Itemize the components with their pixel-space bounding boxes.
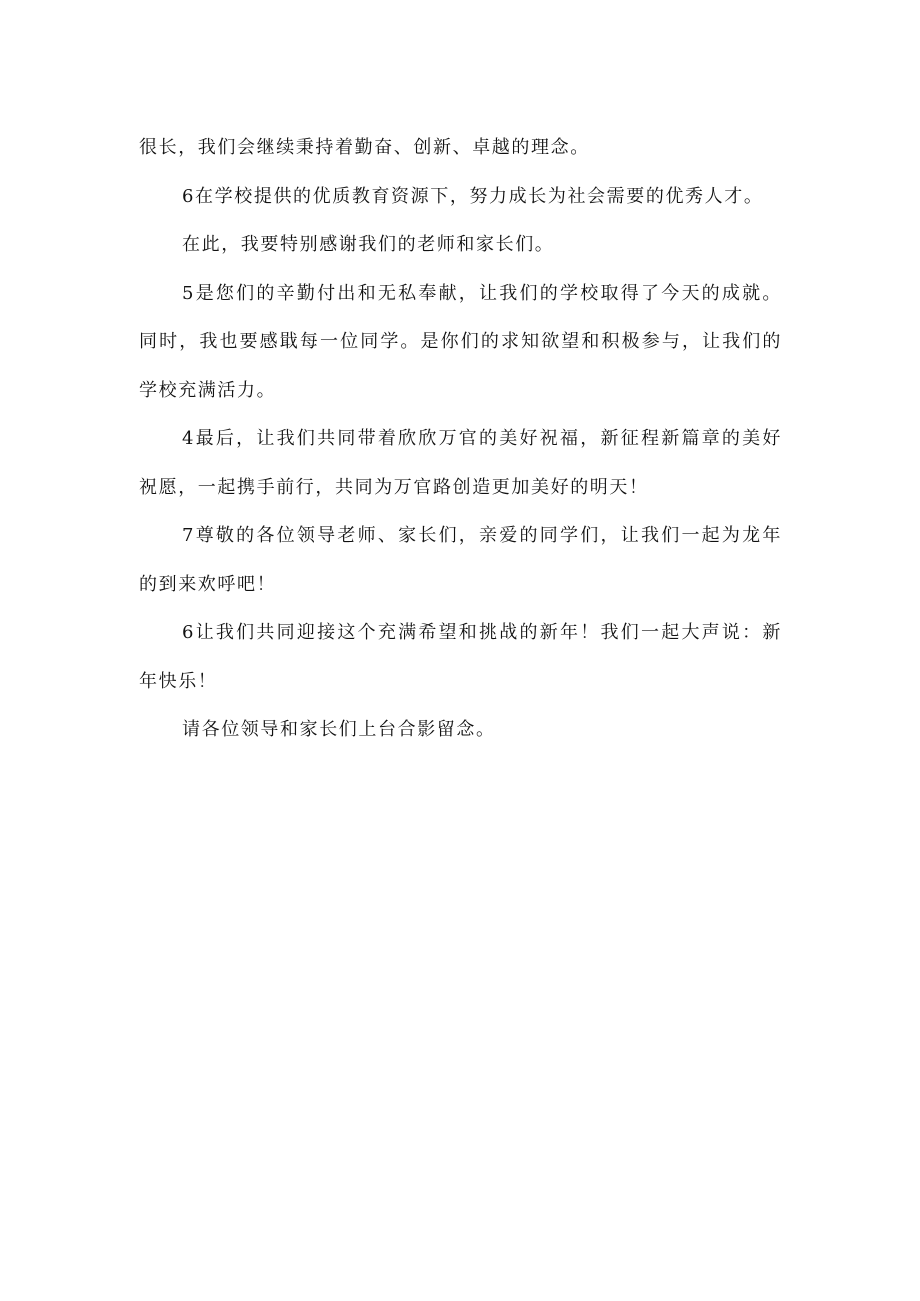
paragraph-7: 6让我们共同迎接这个充满希望和挑战的新年！我们一起大声说：新年快乐！ [139, 622, 782, 692]
paragraph-3: 在此，我要特别感谢我们的老师和家长们。 [182, 234, 555, 255]
paragraph-4: 5是您们的辛勤付出和无私奉献，让我们的学校取得了今天的成就。同时，我也要感戢每一位同学。是你们的求知欲望和积极参与，让我们的学校充满活力。 [139, 282, 782, 401]
paragraph-1: 很长，我们会继续秉持着勤奋、创新、卓越的理念。 [139, 137, 590, 158]
paragraph-5: 4最后，让我们共同带着欣欣万官的美好祝福，新征程新篇章的美好祝愿，一起携手前行，共同为万官路创造更加美好的明天！ [139, 428, 782, 498]
document-body [139, 124, 782, 755]
paragraph-2: 6在学校提供的优质教育资源下，努力成长为社会需要的优秀人才。 [182, 185, 764, 207]
paragraph-8: 请各位领导和家长们上台合影留念。 [182, 719, 496, 740]
paragraph-6: 7尊敬的各位领导老师、家长们，亲爱的同学们，让我们一起为龙年的到来欢呼吧！ [139, 525, 782, 595]
